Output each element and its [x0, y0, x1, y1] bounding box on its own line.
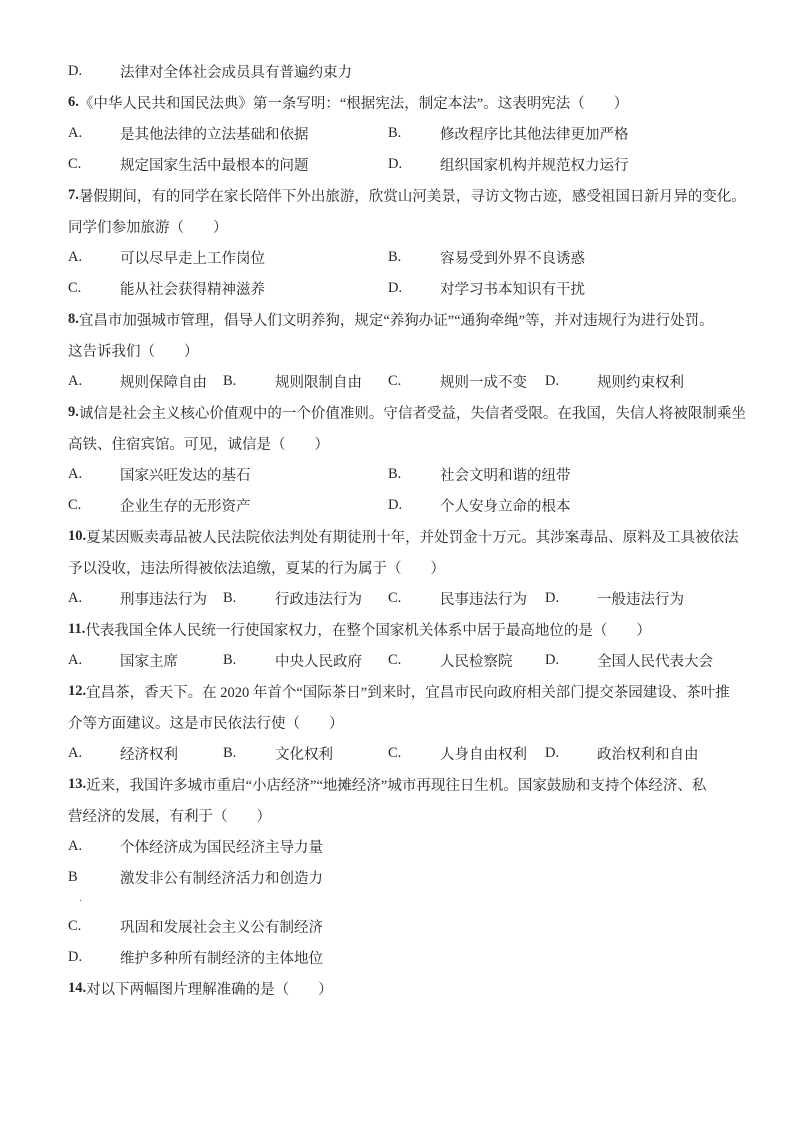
- option-label: D.: [68, 949, 83, 965]
- option: [68, 836, 323, 857]
- question-stem-text: 对以下两幅图片理解准确的是（ ）: [86, 982, 333, 998]
- option-text: 修改程序比其他法律更加严格: [440, 127, 629, 143]
- question-stem-text: 《中华人民共和国民法典》第一条写明：“根据宪法，制定本法”。这表明宪法（ ）: [78, 96, 629, 112]
- question-number: 12.: [68, 683, 87, 699]
- option-label: C.: [388, 373, 402, 389]
- option-row: [68, 583, 733, 614]
- option-text: 可以尽早走上工作岗位: [120, 251, 265, 267]
- option: [223, 645, 362, 676]
- option-text: 组织国家机构并规范权力运行: [440, 158, 629, 174]
- question-stem-text: 介等方面建议。这是市民依法行使（ ）: [68, 716, 344, 732]
- option-label: B: [68, 869, 78, 885]
- option: [388, 459, 571, 490]
- option-label: D.: [388, 280, 403, 296]
- option-row: [68, 490, 733, 521]
- stray-mark: ·: [79, 896, 83, 907]
- option-label: B.: [223, 373, 237, 389]
- question-stem-line: [68, 707, 733, 738]
- question-stem-line: [68, 614, 733, 645]
- option: [388, 149, 629, 180]
- option: [388, 583, 527, 614]
- option: [68, 583, 207, 614]
- question-block: [68, 397, 746, 521]
- question-number: 14.: [68, 980, 87, 996]
- option: [68, 645, 178, 676]
- question-stem-text: 营经济的发展，有利于（ ）: [68, 809, 271, 825]
- option: [68, 366, 207, 397]
- question-number: 7.: [68, 187, 79, 203]
- question-stem-line: [68, 397, 746, 428]
- option: [68, 273, 265, 304]
- option-text: 是其他法律的立法基础和依据: [120, 127, 309, 143]
- option-row: [68, 242, 733, 273]
- option-text: 激发非公有制经济活力和创造力: [120, 871, 323, 887]
- option-row: [68, 118, 733, 149]
- question-stem-line: [68, 973, 733, 1004]
- option-text: 容易受到外界不良诱惑: [440, 251, 585, 267]
- option-label: C.: [68, 918, 82, 934]
- question-block: [68, 87, 733, 180]
- option: [388, 490, 571, 521]
- option: [545, 645, 713, 676]
- question-number: 10.: [68, 528, 87, 544]
- option: [223, 583, 362, 614]
- option-row: [68, 149, 733, 180]
- option-label: A.: [68, 745, 83, 761]
- question-stem-text: 予以没收，违法所得被依法追缴，夏某的行为属于（ ）: [68, 561, 445, 577]
- option-label: A.: [68, 466, 83, 482]
- option-label: B.: [388, 466, 402, 482]
- option-text: 政治权利和自由: [597, 747, 699, 763]
- option-text: 文化权利: [275, 747, 333, 763]
- option-row: [68, 645, 733, 676]
- option-text: 行政违法行为: [275, 592, 362, 608]
- option: [68, 459, 251, 490]
- question-number: 6.: [68, 94, 79, 110]
- option: [545, 738, 699, 769]
- option-text: 刑事违法行为: [120, 592, 207, 608]
- option-text: 民事违法行为: [440, 592, 527, 608]
- option-row: [68, 366, 733, 397]
- option-label: C.: [68, 497, 82, 513]
- option-label: A.: [68, 249, 83, 265]
- option: [223, 366, 362, 397]
- option: [68, 149, 309, 180]
- option-text: 规则约束权利: [597, 375, 684, 391]
- option-text: 规则限制自由: [275, 375, 362, 391]
- option-row: [68, 911, 733, 942]
- option-label: A.: [68, 373, 83, 389]
- question-stem-line: [68, 180, 746, 211]
- option-label: C.: [68, 156, 82, 172]
- option-text: 对学习书本知识有干扰: [440, 282, 585, 298]
- question-stem-line: [68, 335, 733, 366]
- option-label: C.: [388, 745, 402, 761]
- option-label: D.: [68, 63, 83, 79]
- option-row: [68, 273, 733, 304]
- question-block: [68, 973, 733, 1004]
- option-text: 能从社会获得精神滋养: [120, 282, 265, 298]
- option: [388, 645, 513, 676]
- option-text: 一般违法行为: [597, 592, 684, 608]
- option-label: C.: [68, 280, 82, 296]
- option-row: [68, 942, 733, 973]
- question-stem-text: 宜昌茶，香天下。在 2020 年首个“国际茶日”到来时，宜昌市民向政府相关部门提交茶园建设、茶叶推: [86, 685, 730, 701]
- option-label: C.: [388, 590, 402, 606]
- question-stem-line: [68, 87, 733, 118]
- option-label: D.: [388, 497, 403, 513]
- option: [68, 947, 323, 968]
- option-text: 全国人民代表大会: [597, 654, 713, 670]
- option-label: B.: [388, 125, 402, 141]
- question-number: 8.: [68, 311, 79, 327]
- option: [388, 118, 629, 149]
- option: [388, 242, 585, 273]
- question-stem-line: [68, 552, 733, 583]
- option-label: A.: [68, 590, 83, 606]
- option: [545, 366, 684, 397]
- question-number: 9.: [68, 404, 79, 420]
- question-stem-text: 代表我国全体人民统一行使国家权力，在整个国家机关体系中居于最高地位的是（ ）: [85, 623, 651, 639]
- option: [68, 738, 178, 769]
- question-block: [68, 676, 733, 769]
- question-stem-text: 近来，我国许多城市重启“小店经济”“地摊经济”城市再现往日生机。国家鼓励和支持个体经济、私: [86, 778, 707, 794]
- option-text: 经济权利: [120, 747, 178, 763]
- question-stem-line: [68, 676, 733, 707]
- option-label: D.: [388, 156, 403, 172]
- question-stem-line: [68, 304, 733, 335]
- option-label: D.: [545, 652, 560, 668]
- option-text: 人民检察院: [440, 654, 513, 670]
- option-text: 维护多种所有制经济的主体地位: [120, 951, 323, 967]
- option: [68, 118, 309, 149]
- question-number: 13.: [68, 776, 87, 792]
- question-stem-text: 夏某因贩卖毒品被人民法院依法判处有期徒刑十年，并处罚金十万元。其涉案毒品、原料及工具被依法: [86, 530, 739, 546]
- option-text: 社会文明和谐的纽带: [440, 468, 571, 484]
- option-label: D.: [545, 590, 560, 606]
- option-label: B.: [388, 249, 402, 265]
- question-stem-text: 宜昌市加强城市管理，倡导人们文明养狗，规定“养狗办证”“通狗牵绳”等，并对违规行为进行处罚。: [78, 313, 714, 329]
- question-number: 11.: [68, 621, 86, 637]
- question-stem-line: [68, 769, 733, 800]
- option-label: C.: [388, 652, 402, 668]
- option-row: [68, 738, 733, 769]
- question-stem-text: 这告诉我们（ ）: [68, 344, 199, 360]
- question-block: [68, 769, 733, 973]
- question-stem-text: 暑假期间，有的同学在家长陪伴下外出旅游，欣赏山河美景，寻访文物古迹，感受祖国日新月异的变化。: [78, 189, 746, 205]
- option: [68, 61, 352, 82]
- question-block: [68, 180, 746, 304]
- option-row: [68, 862, 733, 893]
- stray-mark-line: [68, 893, 733, 911]
- option: [545, 583, 684, 614]
- question-stem-line: [68, 521, 739, 552]
- option-text: 国家主席: [120, 654, 178, 670]
- option-label: A.: [68, 125, 83, 141]
- option: [223, 738, 333, 769]
- option-text: 人身自由权利: [440, 747, 527, 763]
- option: [68, 56, 733, 87]
- option: [388, 738, 527, 769]
- option-text: 中央人民政府: [275, 654, 362, 670]
- option-row: [68, 831, 733, 862]
- option-text: 巩固和发展社会主义公有制经济: [120, 920, 323, 936]
- option: [388, 273, 585, 304]
- question-stem-text: 同学们参加旅游（ ）: [68, 220, 228, 236]
- option-text: 规则一成不变: [440, 375, 527, 391]
- option-label: B.: [223, 745, 237, 761]
- option-text: 规则保障自由: [120, 375, 207, 391]
- option-text: 规定国家生活中最根本的问题: [120, 158, 309, 174]
- question-stem-line: [68, 800, 733, 831]
- option-label: B.: [223, 652, 237, 668]
- option-label: B.: [223, 590, 237, 606]
- option-label: A.: [68, 838, 83, 854]
- option: [68, 490, 251, 521]
- question-block: [68, 614, 733, 676]
- option: [68, 916, 323, 937]
- option-text: 个人安身立命的根本: [440, 499, 571, 515]
- question-stem-text: 诚信是社会主义核心价值观中的一个价值准则。守信者受益，失信者受限。在我国，失信人将被限制乘坐: [78, 406, 746, 422]
- option-label: D.: [545, 745, 560, 761]
- question-stem-line: [68, 428, 733, 459]
- option-label: D.: [545, 373, 560, 389]
- option-text: 企业生存的无形资产: [120, 499, 251, 515]
- option-text: 国家兴旺发达的基石: [120, 468, 251, 484]
- question-stem-text: 高铁、住宿宾馆。可见，诚信是（ ）: [68, 437, 329, 453]
- question-block: [68, 521, 739, 614]
- option-row: [68, 459, 733, 490]
- option: [68, 867, 323, 888]
- question-stem-line: [68, 211, 733, 242]
- option: [68, 242, 265, 273]
- option: [388, 366, 527, 397]
- option-label: A.: [68, 652, 83, 668]
- option-text: 个体经济成为国民经济主导力量: [120, 840, 323, 856]
- option-text: 法律对全体社会成员具有普遍约束力: [120, 65, 352, 81]
- question-block: [68, 304, 733, 397]
